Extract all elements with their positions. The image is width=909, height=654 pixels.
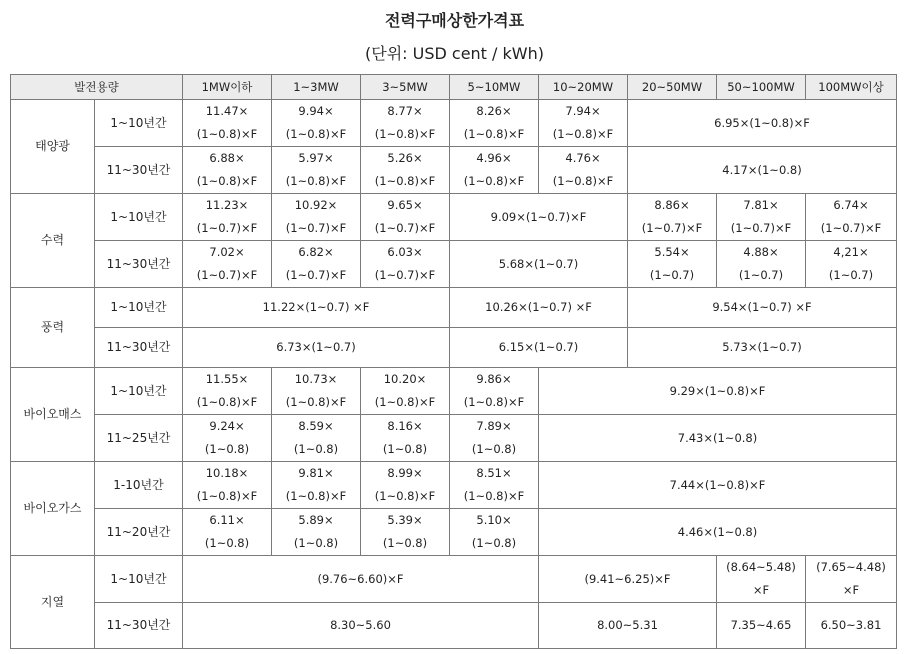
header-corner: 발전용량 bbox=[11, 75, 183, 100]
price-value: 5.10× bbox=[476, 513, 512, 527]
price-formula: (1~0.8) bbox=[204, 442, 250, 456]
price-value: 10.73× bbox=[294, 372, 338, 386]
price-formula: (1~0.8)×F bbox=[552, 174, 614, 188]
table-row bbox=[11, 556, 897, 603]
price-cell-merged: 4.17×(1~0.8) bbox=[628, 147, 897, 194]
price-formula: (1~0.8) bbox=[382, 536, 428, 550]
price-value: 5.97× bbox=[298, 151, 334, 165]
price-value: (8.64~5.48) bbox=[726, 560, 796, 574]
price-cell bbox=[806, 556, 897, 603]
price-value: 6.88× bbox=[209, 151, 245, 165]
price-cell bbox=[539, 147, 628, 194]
price-value: 7.89× bbox=[476, 419, 512, 433]
price-cell bbox=[361, 147, 450, 194]
price-formula: (1~0.7)×F bbox=[196, 221, 258, 235]
price-formula: (1~0.7)×F bbox=[374, 268, 436, 282]
price-cell-merged: 7.44×(1~0.8)×F bbox=[539, 462, 897, 509]
price-cell bbox=[183, 147, 272, 194]
price-value: 4.88× bbox=[743, 245, 779, 259]
price-formula: (1~0.7)×F bbox=[641, 221, 703, 235]
price-cell bbox=[183, 368, 272, 415]
price-cell-merged: 8.30~5.60 bbox=[183, 603, 539, 649]
price-cell bbox=[717, 556, 806, 603]
header-cell: 50~100MW bbox=[717, 75, 806, 100]
price-formula: (1~0.7)×F bbox=[285, 221, 347, 235]
price-formula: ×F bbox=[752, 583, 770, 597]
price-value: 11.55× bbox=[205, 372, 249, 386]
price-cell-merged: 9.54×(1~0.7) ×F bbox=[628, 288, 897, 328]
price-cell bbox=[272, 241, 361, 288]
price-cell bbox=[450, 509, 539, 556]
price-value: (7.65~4.48) bbox=[816, 560, 886, 574]
price-value: 9.81× bbox=[298, 466, 334, 480]
category-solar: 태양광 bbox=[11, 100, 95, 194]
category-biomass: 바이오매스 bbox=[11, 368, 95, 462]
price-formula: (1~0.8)×F bbox=[552, 127, 614, 141]
price-value: 5.26× bbox=[387, 151, 423, 165]
price-cell bbox=[628, 241, 717, 288]
price-value: 7.02× bbox=[209, 245, 245, 259]
table-row bbox=[11, 462, 897, 509]
price-formula: (1~0.8)×F bbox=[285, 395, 347, 409]
price-value: 5.39× bbox=[387, 513, 423, 527]
price-cell bbox=[272, 147, 361, 194]
price-cell bbox=[361, 194, 450, 241]
price-cell-merged: 11.22×(1~0.7) ×F bbox=[183, 288, 450, 328]
header-cell: 1MW이하 bbox=[183, 75, 272, 100]
price-cell-merged: 6.95×(1~0.8)×F bbox=[628, 100, 897, 147]
table-row bbox=[11, 328, 897, 368]
price-cell bbox=[183, 415, 272, 462]
price-cell bbox=[272, 368, 361, 415]
price-formula: (1~0.7)×F bbox=[820, 221, 882, 235]
price-formula: (1~0.7) bbox=[828, 268, 874, 282]
price-cell bbox=[717, 194, 806, 241]
header-cell: 1~3MW bbox=[272, 75, 361, 100]
price-formula: (1~0.8)×F bbox=[285, 489, 347, 503]
price-formula: (1~0.8)×F bbox=[374, 127, 436, 141]
price-value: 5.54× bbox=[654, 245, 690, 259]
header-cell: 10~20MW bbox=[539, 75, 628, 100]
price-cell-merged: 5.73×(1~0.7) bbox=[628, 328, 897, 368]
price-formula: (1~0.8)×F bbox=[374, 489, 436, 503]
price-cell bbox=[806, 241, 897, 288]
price-value: 4.96× bbox=[476, 151, 512, 165]
price-cell-merged: 10.26×(1~0.7) ×F bbox=[450, 288, 628, 328]
price-value: 10.92× bbox=[294, 198, 338, 212]
period-cell: 11~30년간 bbox=[95, 328, 183, 368]
price-value: 7.81× bbox=[743, 198, 779, 212]
price-cell-merged: (9.76~6.60)×F bbox=[183, 556, 539, 603]
price-cell bbox=[272, 462, 361, 509]
period-cell: 11~20년간 bbox=[95, 509, 183, 556]
price-cell-merged: 5.68×(1~0.7) bbox=[450, 241, 628, 288]
price-value: 7.94× bbox=[565, 104, 601, 118]
price-formula: (1~0.8) bbox=[204, 536, 250, 550]
price-value: 8.26× bbox=[476, 104, 512, 118]
price-formula: (1~0.7)×F bbox=[196, 268, 258, 282]
price-value: 8.77× bbox=[387, 104, 423, 118]
price-value: 8.86× bbox=[654, 198, 690, 212]
price-formula: (1~0.8)×F bbox=[374, 395, 436, 409]
price-value: 9.65× bbox=[387, 198, 423, 212]
price-cell bbox=[183, 194, 272, 241]
price-value: 6.82× bbox=[298, 245, 334, 259]
price-cell bbox=[183, 509, 272, 556]
price-value: 6.11× bbox=[209, 513, 245, 527]
price-value: 11.47× bbox=[205, 104, 249, 118]
table-row bbox=[11, 368, 897, 415]
header-cell: 20~50MW bbox=[628, 75, 717, 100]
price-value: 6.03× bbox=[387, 245, 423, 259]
price-cell: 6.50~3.81 bbox=[806, 603, 897, 649]
price-formula: (1~0.8)×F bbox=[196, 395, 258, 409]
price-cell bbox=[183, 100, 272, 147]
price-cell-merged: 9.09×(1~0.7)×F bbox=[450, 194, 628, 241]
price-cell: 7.35~4.65 bbox=[717, 603, 806, 649]
price-cell bbox=[361, 100, 450, 147]
price-value: 4,21× bbox=[833, 245, 869, 259]
price-formula: (1~0.8) bbox=[382, 442, 428, 456]
price-value: 8.51× bbox=[476, 466, 512, 480]
price-formula: (1~0.8)×F bbox=[196, 127, 258, 141]
price-formula: (1~0.8) bbox=[471, 536, 517, 550]
price-value: 11.23× bbox=[205, 198, 249, 212]
table-row bbox=[11, 147, 897, 194]
price-formula: (1~0.8)×F bbox=[285, 174, 347, 188]
price-cell bbox=[272, 194, 361, 241]
price-cell bbox=[450, 415, 539, 462]
price-value: 10.20× bbox=[383, 372, 427, 386]
price-value: 8.99× bbox=[387, 466, 423, 480]
price-cell bbox=[183, 241, 272, 288]
price-cell bbox=[450, 100, 539, 147]
price-formula: (1~0.8) bbox=[471, 442, 517, 456]
table-row bbox=[11, 415, 897, 462]
price-formula: (1~0.8) bbox=[293, 442, 339, 456]
price-formula: (1~0.7) bbox=[738, 268, 784, 282]
price-value: 9.94× bbox=[298, 104, 334, 118]
price-cell bbox=[272, 509, 361, 556]
period-cell: 1~10년간 bbox=[95, 194, 183, 241]
price-value: 8.59× bbox=[298, 419, 334, 433]
period-cell: 1~10년간 bbox=[95, 556, 183, 603]
price-formula: (1~0.7)×F bbox=[285, 268, 347, 282]
table-row bbox=[11, 509, 897, 556]
price-cell-merged: 9.29×(1~0.8)×F bbox=[539, 368, 897, 415]
price-formula: (1~0.8)×F bbox=[196, 489, 258, 503]
price-cell bbox=[361, 368, 450, 415]
price-cell bbox=[628, 194, 717, 241]
category-biogas: 바이오가스 bbox=[11, 462, 95, 556]
table-row bbox=[11, 194, 897, 241]
price-formula: (1~0.8)×F bbox=[285, 127, 347, 141]
price-cell bbox=[272, 415, 361, 462]
price-cell bbox=[717, 241, 806, 288]
price-formula: (1~0.8) bbox=[293, 536, 339, 550]
table-row bbox=[11, 241, 897, 288]
table-row bbox=[11, 100, 897, 147]
category-wind: 풍력 bbox=[11, 288, 95, 368]
price-value: 4.76× bbox=[565, 151, 601, 165]
period-cell: 11~30년간 bbox=[95, 603, 183, 649]
price-cell bbox=[450, 368, 539, 415]
table-header-row bbox=[11, 75, 897, 100]
price-cell bbox=[450, 462, 539, 509]
price-value: 8.16× bbox=[387, 419, 423, 433]
page-title: 전력구매상한가격표 bbox=[384, 11, 525, 30]
price-value: 9.86× bbox=[476, 372, 512, 386]
price-formula: (1~0.8)×F bbox=[463, 395, 525, 409]
price-cell bbox=[361, 509, 450, 556]
price-cell-merged: 7.43×(1~0.8) bbox=[539, 415, 897, 462]
price-cell bbox=[539, 100, 628, 147]
period-cell: 1~10년간 bbox=[95, 368, 183, 415]
price-formula: ×F bbox=[842, 583, 860, 597]
period-cell: 11~30년간 bbox=[95, 147, 183, 194]
price-formula: (1~0.8)×F bbox=[196, 174, 258, 188]
price-cell bbox=[183, 462, 272, 509]
header-cell: 3~5MW bbox=[361, 75, 450, 100]
price-value: 10.18× bbox=[205, 466, 249, 480]
price-formula: (1~0.8)×F bbox=[374, 174, 436, 188]
period-cell: 11~25년간 bbox=[95, 415, 183, 462]
price-value: 6.74× bbox=[833, 198, 869, 212]
price-formula: (1~0.8)×F bbox=[463, 127, 525, 141]
price-cell-merged: 4.46×(1~0.8) bbox=[539, 509, 897, 556]
price-cell-merged: (9.41~6.25)×F bbox=[539, 556, 717, 603]
price-formula: (1~0.7)×F bbox=[374, 221, 436, 235]
price-table bbox=[10, 74, 897, 649]
table-row bbox=[11, 603, 897, 649]
header-cell: 100MW이상 bbox=[806, 75, 897, 100]
price-formula: (1~0.7) bbox=[649, 268, 695, 282]
price-value: 5.89× bbox=[298, 513, 334, 527]
price-formula: (1~0.8)×F bbox=[463, 489, 525, 503]
period-cell: 1~10년간 bbox=[95, 100, 183, 147]
price-cell-merged: 6.73×(1~0.7) bbox=[183, 328, 450, 368]
unit-subtitle: (단위: USD cent / kWh) bbox=[365, 44, 544, 63]
price-formula: (1~0.8)×F bbox=[463, 174, 525, 188]
header-cell: 5~10MW bbox=[450, 75, 539, 100]
price-value: 9.24× bbox=[209, 419, 245, 433]
price-formula: (1~0.7)×F bbox=[730, 221, 792, 235]
category-hydro: 수력 bbox=[11, 194, 95, 288]
price-cell bbox=[361, 462, 450, 509]
price-cell bbox=[806, 194, 897, 241]
price-cell-merged: 6.15×(1~0.7) bbox=[450, 328, 628, 368]
price-cell bbox=[450, 147, 539, 194]
period-cell: 1-10년간 bbox=[95, 462, 183, 509]
price-cell-merged: 8.00~5.31 bbox=[539, 603, 717, 649]
table-row bbox=[11, 288, 897, 328]
period-cell: 11~30년간 bbox=[95, 241, 183, 288]
period-cell: 1~10년간 bbox=[95, 288, 183, 328]
price-cell bbox=[361, 415, 450, 462]
category-geothermal: 지열 bbox=[11, 556, 95, 649]
price-cell bbox=[361, 241, 450, 288]
price-cell bbox=[272, 100, 361, 147]
